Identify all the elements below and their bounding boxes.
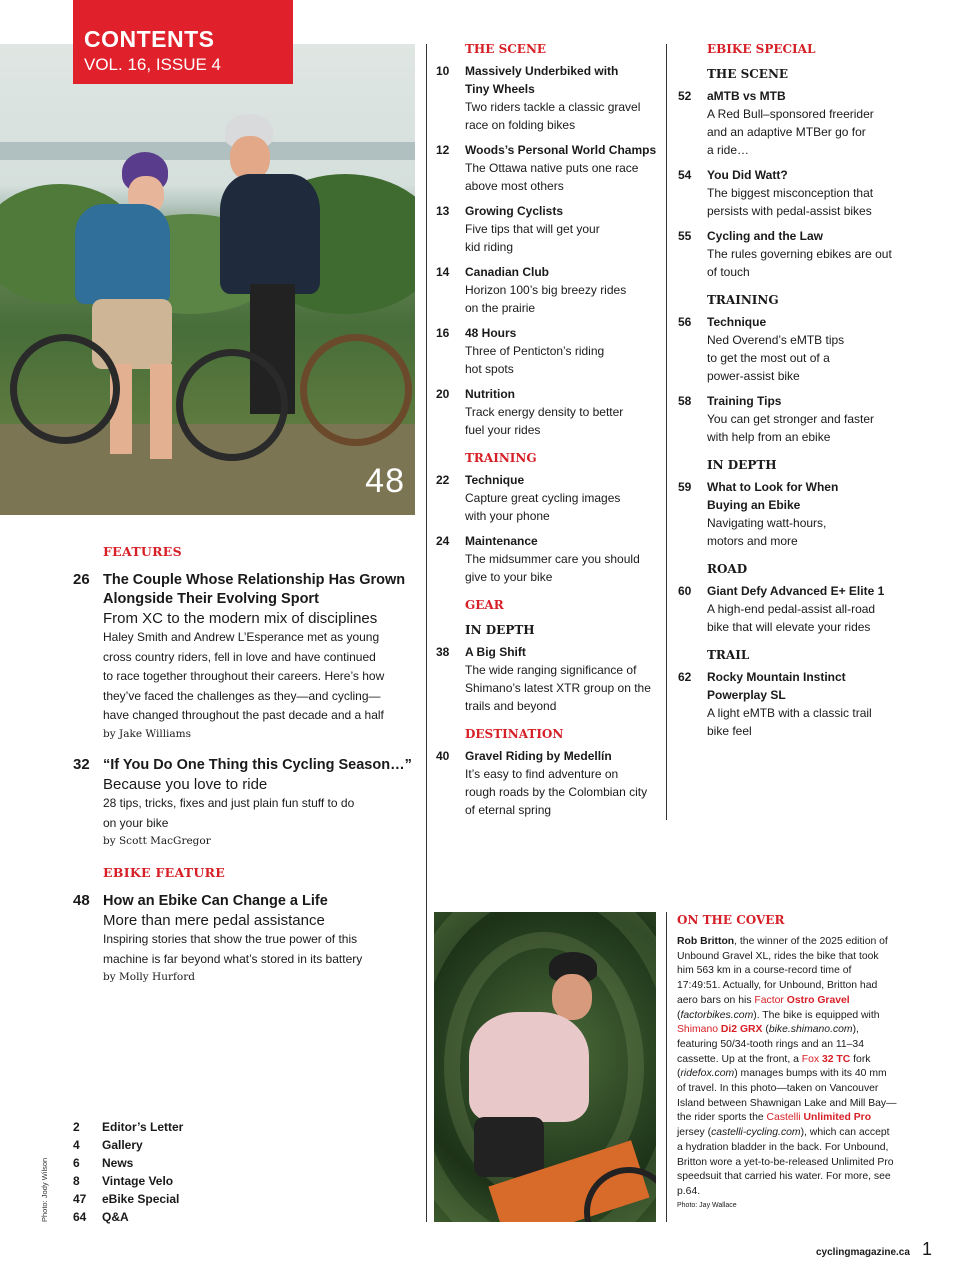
toc-desc: rough roads by the Colombian city	[465, 785, 648, 799]
toc-page: 22	[436, 473, 450, 487]
toc-desc: The wide ranging significance of	[465, 663, 637, 677]
feature-desc: on your bike	[103, 815, 169, 830]
cover-text-segment: Fox	[801, 1053, 822, 1065]
toc-page: 16	[436, 326, 450, 340]
quick-links	[73, 1118, 183, 1226]
toc-item[interactable]	[436, 471, 660, 525]
quick-link-label: Editor’s Letter	[102, 1120, 184, 1134]
toc-item[interactable]	[678, 478, 907, 550]
quick-link[interactable]	[73, 1154, 183, 1172]
quick-link-page: 6	[73, 1156, 80, 1170]
toc-title: Maintenance	[465, 534, 538, 548]
toc-desc: fuel your rides	[465, 423, 541, 437]
cover-text-segment: Di2 GRX	[720, 1024, 763, 1036]
feature-desc: have changed throughout the past decade and a half	[103, 708, 384, 722]
toc-item[interactable]	[436, 202, 660, 256]
hero-photo	[0, 44, 415, 515]
toc-desc: Two riders tackle a classic gravel	[465, 100, 641, 114]
toc-item[interactable]	[436, 141, 660, 195]
toc-desc: trails and beyond	[465, 699, 557, 713]
toc-item[interactable]	[436, 62, 660, 134]
toc-item[interactable]	[678, 87, 907, 159]
cover-text-segment: Shimano	[677, 1024, 721, 1036]
feature-desc: 28 tips, tricks, fixes and just plain fun stuff to do	[103, 796, 355, 810]
feature-desc: they’ve faced the challenges as they—and cycling—	[103, 688, 381, 703]
cover-text-segment: Castelli	[766, 1112, 804, 1124]
feature-byline: by Molly Hurford	[103, 971, 195, 983]
toc-desc: You can get stronger and faster	[707, 412, 875, 426]
toc-desc: persists with pedal-assist bikes	[707, 204, 872, 218]
quick-link-label: Vintage Velo	[102, 1174, 174, 1188]
toc-desc: power-assist bike	[707, 369, 800, 383]
toc-desc: Track energy density to better	[465, 405, 624, 419]
quick-link-page: 4	[73, 1138, 80, 1152]
cover-caption	[677, 935, 897, 1200]
toc-desc: Ned Overend’s eMTB tips	[707, 333, 845, 347]
toc-page: 40	[436, 749, 450, 763]
issue-label: VOL. 16, ISSUE 4	[84, 55, 222, 74]
toc-title: Buying an Ebike	[707, 498, 801, 512]
toc-page: 58	[678, 394, 692, 408]
feature-byline: by Scott MacGregor	[103, 835, 211, 847]
cover-text-segment[interactable]: bike.shimano.com	[768, 1024, 853, 1036]
toc-title: Growing Cyclists	[465, 204, 564, 218]
toc-item[interactable]	[436, 747, 660, 819]
toc-page: 52	[678, 89, 692, 103]
quick-link-page: 2	[73, 1120, 80, 1134]
toc-desc: A high-end pedal-assist all-road	[707, 602, 876, 616]
contents-header	[73, 0, 293, 84]
toc-section-heading: THE SCENE	[465, 42, 547, 56]
toc-section-heading: GEAR	[465, 598, 504, 612]
photo-credit: Photo: Jody Wilson	[40, 1157, 49, 1222]
toc-desc: Navigating watt-hours,	[707, 516, 827, 530]
column-divider	[426, 44, 427, 1222]
quick-link[interactable]	[73, 1190, 183, 1208]
cover-text-segment: (	[677, 1009, 681, 1021]
hero-page-number: 48	[365, 462, 405, 500]
cover-text-segment: Ostro Gravel	[786, 994, 850, 1006]
toc-desc: bike feel	[707, 724, 752, 738]
toc-title: You Did Watt?	[707, 168, 788, 182]
toc-subheading: IN DEPTH	[465, 623, 535, 637]
feature-title: Alongside Their Evolving Sport	[103, 591, 319, 607]
quick-link-label: Gallery	[102, 1138, 143, 1152]
toc-desc: a ride…	[707, 143, 750, 157]
toc-desc: motors and more	[707, 534, 798, 548]
toc-title: Technique	[465, 473, 525, 487]
toc-page: 60	[678, 584, 692, 598]
cover-text-segment: ), featuring 50/34-tooth rings and an 11–34 cassette. Up at the front, a	[677, 1024, 864, 1065]
toc-desc: Shimano’s latest XTR group on the	[465, 681, 651, 695]
toc-title: Rocky Mountain Instinct	[707, 670, 846, 684]
toc-page: 56	[678, 315, 692, 329]
toc-subheading: TRAINING	[707, 293, 779, 307]
toc-page: 62	[678, 670, 692, 684]
feature-title: “If You Do One Thing this Cycling Season…”	[103, 757, 412, 773]
quick-link-label: News	[102, 1156, 134, 1170]
cover-text-segment: Factor	[754, 994, 787, 1006]
toc-page: 54	[678, 168, 692, 182]
toc-title: aMTB vs MTB	[707, 89, 786, 103]
ebike-feature-heading: EBIKE FEATURE	[103, 865, 226, 880]
feature-page: 26	[73, 571, 90, 588]
toc-title: Giant Defy Advanced E+ Elite 1	[707, 584, 885, 598]
feature-page: 32	[73, 756, 90, 773]
cover-text-segment: fork (	[677, 1053, 871, 1080]
cover-text-segment: Rob Britton	[677, 936, 735, 947]
toc-title: Massively Underbiked with	[465, 64, 619, 78]
toc-desc: A Red Bull–sponsored freerider	[707, 107, 874, 121]
cover-photo	[434, 912, 656, 1222]
toc-page: 38	[436, 645, 450, 659]
cover-text-segment: (	[762, 1024, 769, 1036]
toc-page: 10	[436, 64, 450, 78]
column-divider	[666, 44, 667, 820]
toc-section-heading: TRAINING	[465, 451, 537, 465]
feature-item[interactable]	[73, 892, 413, 986]
toc-desc: bike that will elevate your rides	[707, 620, 871, 634]
toc-title: Gravel Riding by Medellín	[465, 749, 612, 763]
toc-desc: The Ottawa native puts one race	[465, 161, 639, 175]
quick-link-page: 64	[73, 1210, 87, 1224]
feature-title: The Couple Whose Relationship Has Grown	[103, 572, 406, 588]
toc-column-right	[678, 37, 907, 747]
cover-photo-credit: Photo: Jay Wallace	[677, 1201, 737, 1209]
feature-title: How an Ebike Can Change a Life	[103, 893, 328, 909]
cover-text-segment[interactable]: ridefox.com	[680, 1068, 735, 1080]
quick-link-label: eBike Special	[102, 1192, 180, 1206]
toc-section-heading: EBIKE SPECIAL	[707, 42, 816, 56]
feature-desc: cross country riders, fell in love and have continued	[103, 649, 376, 664]
toc-title: Training Tips	[707, 394, 782, 408]
toc-column-middle	[436, 37, 660, 826]
toc-page: 59	[678, 480, 692, 494]
cover-text-segment: ) manages bumps with its 40 mm of travel. In this photo—taken on Vancouver Island between Shawnigan Lake and Mill Bay—the rider sports the	[677, 1068, 897, 1124]
feature-byline: by Jake Williams	[103, 727, 192, 740]
toc-page: 13	[436, 204, 450, 218]
toc-desc: Horizon 100’s big breezy rides	[465, 283, 627, 297]
toc-item[interactable]	[678, 582, 907, 636]
feature-desc: Inspiring stories that show the true power of this	[103, 932, 358, 946]
cover-text-segment: jersey (	[677, 1127, 712, 1139]
toc-page: 20	[436, 387, 450, 401]
features-heading: FEATURES	[103, 544, 182, 559]
toc-title: Canadian Club	[465, 265, 550, 279]
toc-page: 14	[436, 265, 450, 279]
toc-desc: The midsummer care you should	[465, 552, 640, 566]
toc-item[interactable]	[678, 668, 907, 740]
quick-link-page: 8	[73, 1174, 80, 1188]
page-title: CONTENTS	[84, 26, 215, 52]
feature-deck: From XC to the modern mix of disciplines	[103, 610, 378, 627]
toc-desc: with your phone	[465, 509, 550, 523]
toc-item[interactable]	[678, 313, 907, 385]
feature-item[interactable]	[73, 571, 413, 743]
toc-item[interactable]	[678, 392, 907, 446]
feature-desc: Haley Smith and Andrew L’Esperance met as young	[103, 630, 380, 644]
toc-desc: The biggest misconception that	[707, 186, 874, 200]
quick-link[interactable]	[73, 1136, 183, 1154]
toc-desc: A light eMTB with a classic trail	[707, 706, 872, 720]
cover-text-segment: 32 TC	[821, 1053, 851, 1065]
cover-text-segment: Unlimited Pro	[803, 1112, 872, 1124]
cover-text-segment: , the winner of the 2025 edition of Unbound Gravel XL, rides the bike that took him 563 km in a course-record time of 17:49:51. Actually, for Unbound, Britton had aero bars on his	[677, 936, 888, 1006]
toc-item[interactable]	[678, 227, 907, 281]
quick-link[interactable]	[73, 1172, 183, 1190]
toc-desc: Three of Penticton’s riding	[465, 344, 605, 358]
toc-subheading: ROAD	[707, 562, 748, 576]
feature-desc: machine is far beyond what’s stored in its battery	[103, 951, 363, 966]
toc-section-heading: DESTINATION	[465, 727, 564, 741]
on-the-cover	[677, 912, 897, 1209]
toc-page: 24	[436, 534, 450, 548]
toc-title: Technique	[707, 315, 767, 329]
cover-text-segment[interactable]: factorbikes.com	[680, 1009, 754, 1021]
cover-heading: ON THE COVER	[677, 913, 785, 927]
toc-title: 48 Hours	[465, 326, 517, 340]
toc-page: 55	[678, 229, 692, 243]
toc-title: Nutrition	[465, 387, 515, 401]
feature-item[interactable]	[73, 756, 413, 850]
cover-text-segment[interactable]: castelli-cycling.com	[711, 1127, 801, 1139]
quick-link[interactable]	[73, 1208, 183, 1226]
column-divider	[666, 912, 667, 1222]
toc-title: Cycling and the Law	[707, 229, 824, 243]
feature-deck: More than mere pedal assistance	[103, 912, 325, 929]
toc-desc: It’s easy to find adventure on	[465, 767, 619, 781]
footer-site[interactable]: cyclingmagazine.ca	[816, 1247, 910, 1258]
toc-title: A Big Shift	[465, 645, 526, 659]
feature-desc: to race together throughout their careers. Here’s how	[103, 669, 385, 683]
toc-desc: Capture great cycling images	[465, 491, 621, 505]
toc-title: Powerplay SL	[707, 688, 786, 702]
toc-desc: kid riding	[465, 240, 514, 254]
toc-item[interactable]	[436, 532, 660, 586]
toc-desc: and an adaptive MTBer go for	[707, 125, 866, 139]
toc-desc: to get the most out of a	[707, 351, 830, 365]
toc-desc: give to your bike	[465, 570, 553, 584]
toc-desc: The rules governing ebikes are out	[707, 247, 892, 261]
quick-link[interactable]	[73, 1118, 183, 1136]
toc-desc: with help from an ebike	[707, 430, 831, 444]
toc-item[interactable]	[678, 166, 907, 220]
quick-link-label: Q&A	[102, 1210, 129, 1224]
toc-subheading: THE SCENE	[707, 67, 789, 81]
toc-desc: of touch	[707, 265, 750, 279]
toc-title: What to Look for When	[707, 480, 839, 494]
toc-subheading: TRAIL	[707, 648, 750, 662]
toc-desc: of eternal spring	[465, 803, 552, 817]
cover-text-segment: ), which can accept a hydration bladder in the back. For Unbound, Britton wore a yet-to-be-released Unlimited Pro speedsuit that carried his water. For more, see p.64.	[677, 1127, 894, 1197]
toc-item[interactable]	[436, 324, 660, 378]
feature-deck: Because you love to ride	[103, 776, 268, 793]
toc-item[interactable]	[436, 263, 660, 317]
toc-item[interactable]	[436, 643, 660, 715]
feature-page: 48	[73, 892, 90, 909]
toc-desc: above most others	[465, 179, 564, 193]
toc-desc: Five tips that will get your	[465, 222, 600, 236]
toc-desc: race on folding bikes	[465, 118, 576, 132]
cover-text-segment: ). The bike is equipped with	[753, 1009, 880, 1021]
page-number: 1	[922, 1239, 933, 1259]
toc-item[interactable]	[436, 385, 660, 439]
toc-title: Woods’s Personal World Champs	[465, 143, 657, 157]
toc-desc: on the prairie	[465, 301, 536, 315]
toc-page: 12	[436, 143, 450, 157]
toc-desc: hot spots	[465, 362, 514, 376]
toc-title: Tiny Wheels	[465, 82, 535, 96]
quick-link-page: 47	[73, 1192, 87, 1206]
toc-subheading: IN DEPTH	[707, 458, 777, 472]
